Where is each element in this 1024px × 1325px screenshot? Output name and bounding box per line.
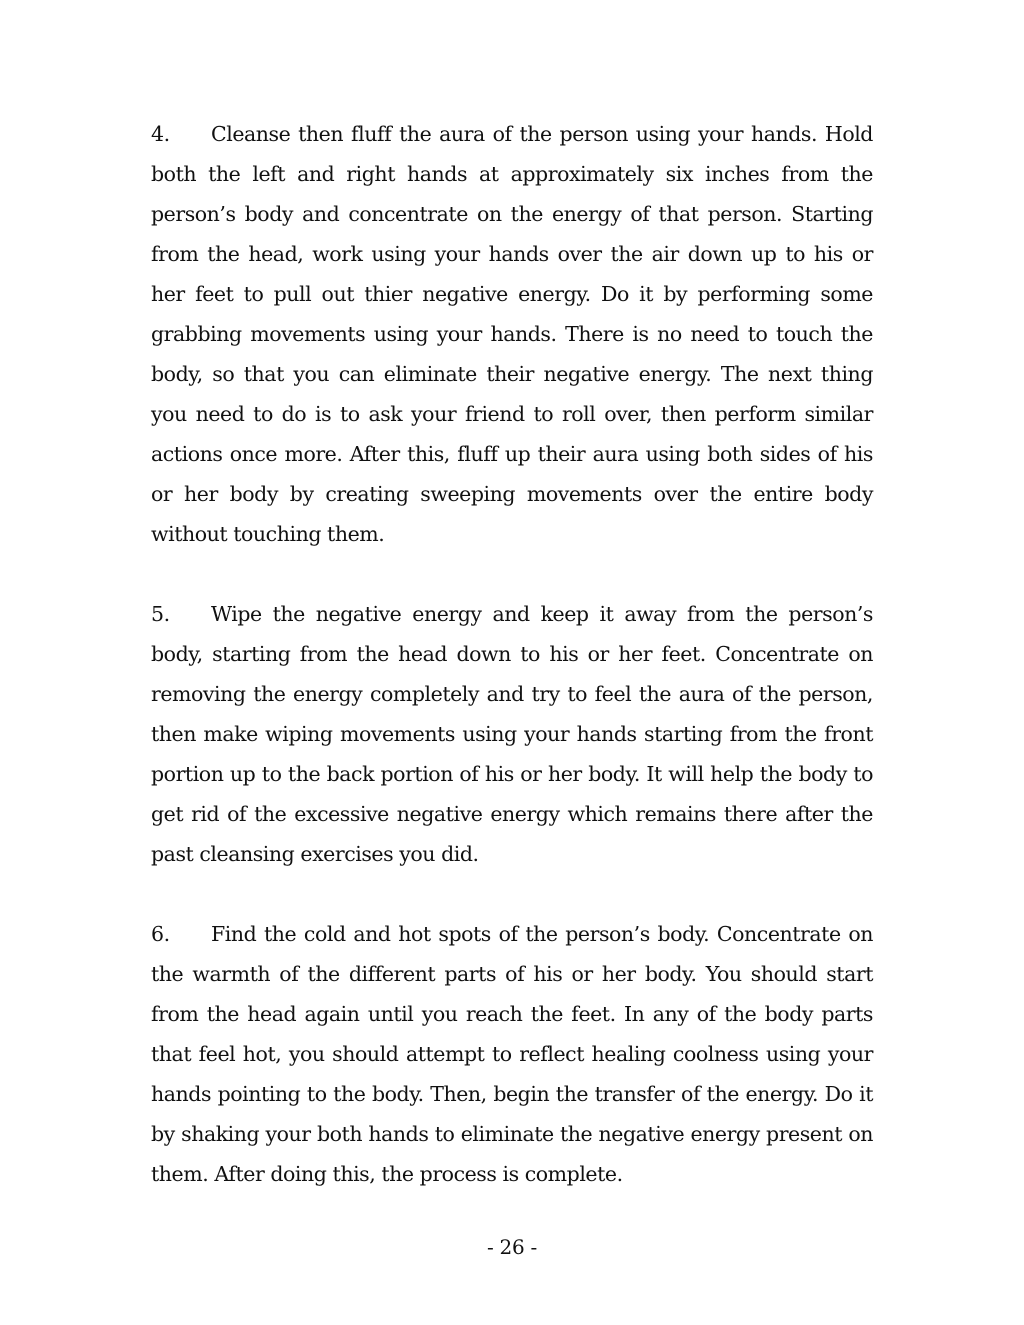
- step-number: 4.: [151, 122, 170, 146]
- paragraph-step-6: [151, 914, 873, 1194]
- step-text: Cleanse then fluff the aura of the person using your hands. Hold both the left and right hands at approximately six inches from the person’s body and concentrate on the energy of that person. Starting from the head, work using your hands over the air down up to his or her feet to pull out thier negative energy. Do it by performing some grabbing movements using your hands. There is no need to touch the body, so that you can eliminate their negative energy. The next thing you need to do is to ask your friend to roll over, then perform similar actions once more. After this, fluff up their aura using both sides of his or her body by creating sweeping movements over the entire body without touching them.: [151, 122, 873, 546]
- document-body: [151, 114, 873, 1234]
- step-number: 6.: [151, 922, 170, 946]
- step-text: Wipe the negative energy and keep it away from the person’s body, starting from the head down to his or her feet. Concentrate on removing the energy completely and try to feel the aura of the person, then make wiping movements using your hands starting from the front portion up to the back portion of his or her body. It will help the body to get rid of the excessive negative energy which remains there after the past cleansing exercises you did.: [151, 602, 873, 866]
- paragraph-step-4: [151, 114, 873, 554]
- paragraph-step-5: [151, 594, 873, 874]
- step-number: 5.: [151, 602, 170, 626]
- page-number: - 26 -: [487, 1235, 537, 1259]
- step-text: Find the cold and hot spots of the person’s body. Concentrate on the warmth of the different parts of his or her body. You should start from the head again until you reach the feet. In any of the body parts that feel hot, you should attempt to reflect healing coolness using your hands pointing to the body. Then, begin the transfer of the energy. Do it by shaking your both hands to eliminate the negative energy present on them. After doing this, the process is complete.: [151, 922, 873, 1186]
